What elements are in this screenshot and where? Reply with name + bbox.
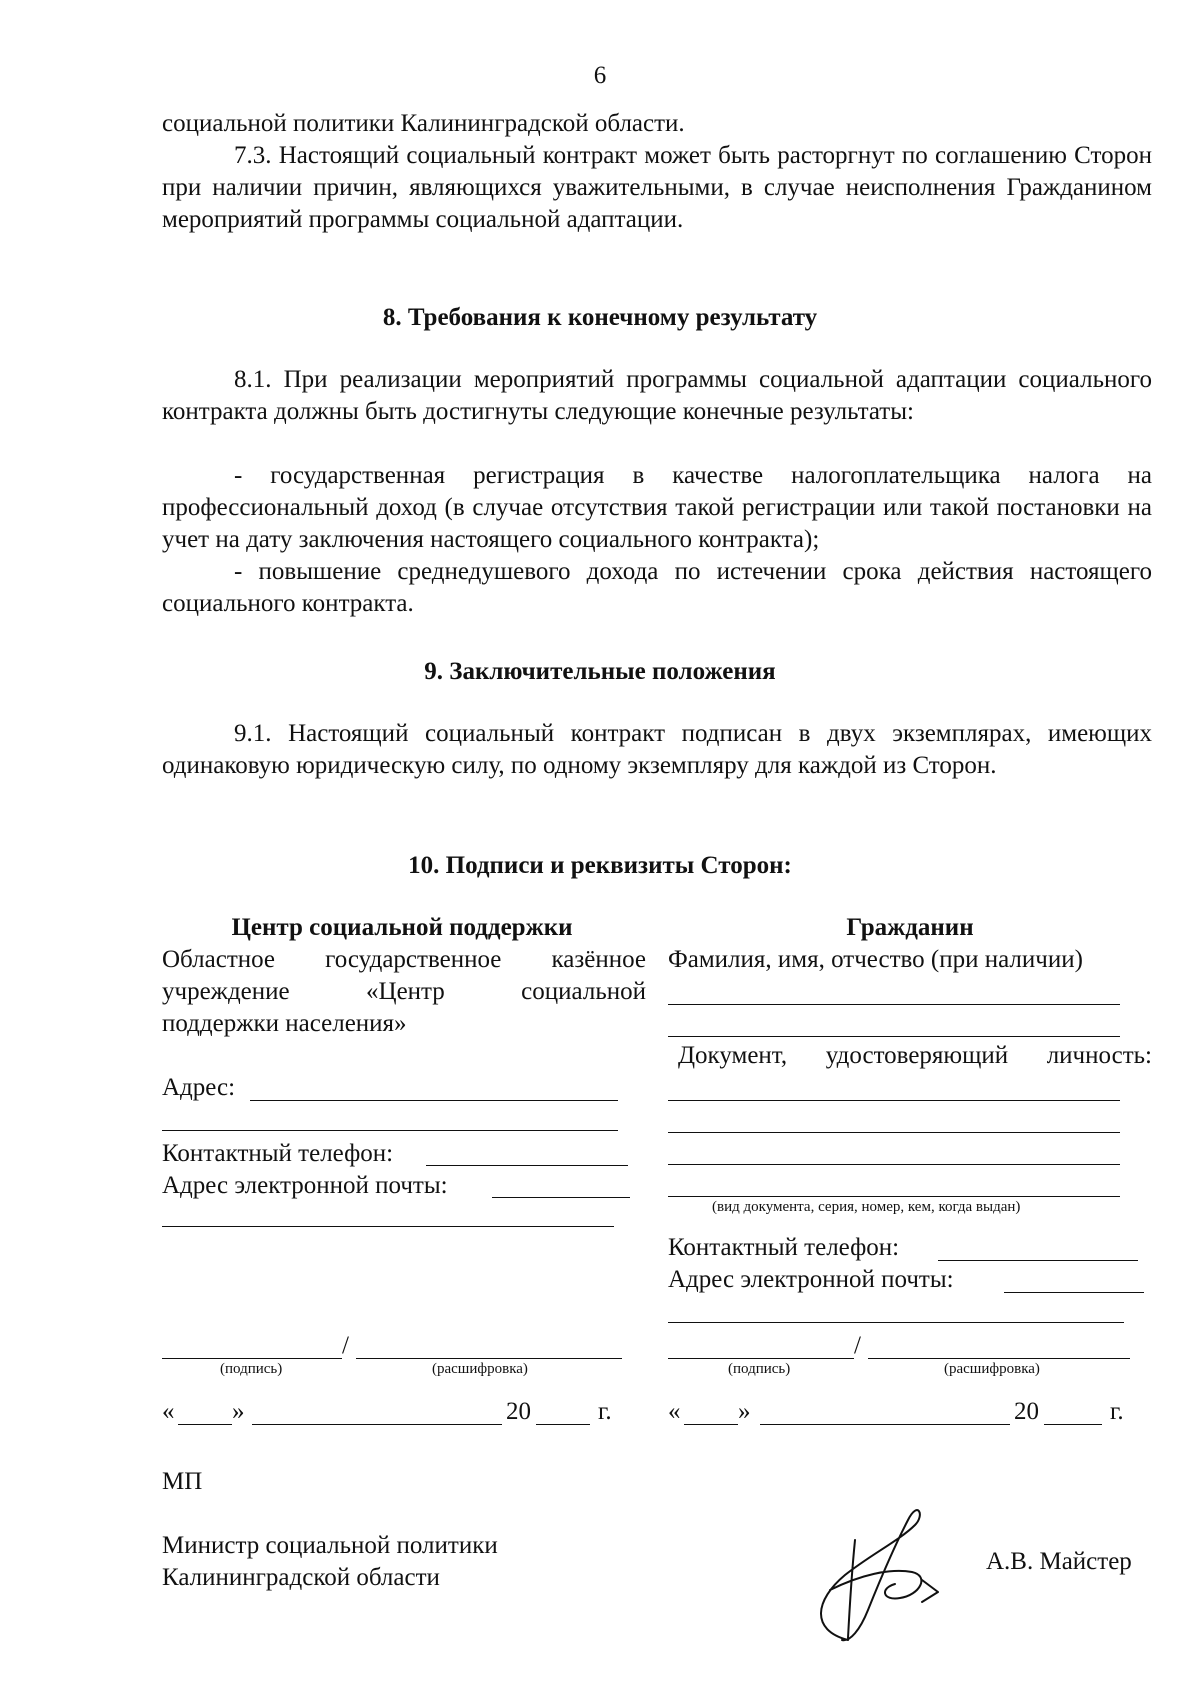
right-phone-label: Контактный телефон:	[668, 1234, 900, 1261]
left-party-heading: Центр социальной поддержки	[231, 914, 573, 941]
left-date-year-prefix: 20	[506, 1398, 531, 1425]
stamp-place-label: МП	[162, 1468, 203, 1495]
right-decode-caption: (расшифровка)	[944, 1361, 1040, 1377]
right-email-line-2	[668, 1322, 1124, 1323]
right-doc-label: Документ, удостоверяющий личность:	[678, 1042, 1152, 1069]
left-org-line3: поддержки населения»	[162, 1010, 407, 1037]
right-date-year-line	[1044, 1424, 1102, 1425]
result-item-1: - государственная регистрация в качестве налогоплательщика налога на профессиональный доход (в случае отсутствия такой регистрации или такой постановки на учет на дату заключения настоящего социального контракта);	[162, 462, 1152, 553]
left-org-line2-c: социальной	[521, 978, 646, 1005]
result-item-2: - повышение среднедушевого дохода по истечении срока действия настоящего социального контракта.	[162, 558, 1152, 617]
left-address-line-2	[162, 1130, 618, 1131]
left-phone-line	[426, 1165, 628, 1166]
right-date-year-suffix: г.	[1110, 1398, 1124, 1425]
left-date-day-line	[178, 1424, 232, 1425]
right-fio-label: Фамилия, имя, отчество (при наличии)	[668, 946, 1083, 973]
left-address-label: Адрес:	[162, 1074, 236, 1101]
right-signature-slash: /	[854, 1332, 861, 1359]
section-8-title: 8. Требования к конечному результату	[382, 304, 818, 331]
minister-title-line1: Министр социальной политики	[162, 1532, 498, 1559]
left-address-line-1	[250, 1100, 618, 1101]
left-decode-caption: (расшифровка)	[432, 1361, 528, 1377]
right-date-year-prefix: 20	[1014, 1398, 1039, 1425]
left-org-line2-a: учреждение	[162, 978, 290, 1005]
left-date-year-line	[536, 1424, 590, 1425]
left-sign-caption: (подпись)	[220, 1361, 283, 1377]
clause-8-1: 8.1. При реализации мероприятий программы социальной адаптации социального контракта должны быть достигнуты следующие конечные результаты:	[162, 366, 1152, 425]
right-sign-caption: (подпись)	[728, 1361, 791, 1377]
left-decode-line	[356, 1358, 622, 1359]
right-fio-line-1	[668, 1004, 1120, 1005]
right-fio-line-2	[668, 1036, 1120, 1037]
minister-title-line2: Калининградской области	[162, 1564, 440, 1591]
clause-7-3: 7.3. Настоящий социальный контракт может быть расторгнут по соглашению Сторон при наличии причин, являющихся уважительными, в случае неисполнения Гражданином мероприятий программы социальной адаптации.	[162, 142, 1152, 233]
right-doc-caption: (вид документа, серия, номер, кем, когда выдан)	[712, 1199, 1021, 1215]
right-phone-line	[938, 1260, 1138, 1261]
right-email-label: Адрес электронной почты:	[668, 1266, 954, 1293]
page-number: 6	[593, 62, 607, 89]
right-date-close-quote: »	[738, 1398, 751, 1425]
section-9-title: 9. Заключительные положения	[424, 658, 776, 685]
right-email-line	[1004, 1292, 1144, 1293]
left-signature-line	[162, 1358, 342, 1359]
right-date-month-line	[760, 1424, 1010, 1425]
minister-name: А.В. Майстер	[986, 1548, 1132, 1575]
left-org-line1: Областное государственное казённое	[162, 946, 646, 973]
right-date-open-quote: «	[668, 1398, 681, 1425]
section-10-title: 10. Подписи и реквизиты Сторон:	[408, 852, 792, 879]
left-org-line2	[162, 976, 646, 1008]
handwritten-signature	[790, 1480, 950, 1650]
intro-tail: социальной политики Калининградской области.	[162, 110, 685, 137]
right-party-heading: Гражданин	[846, 914, 974, 941]
right-doc-line-3	[668, 1164, 1120, 1165]
left-email-line-2	[162, 1226, 614, 1227]
left-date-month-line	[252, 1424, 502, 1425]
left-email-label: Адрес электронной почты:	[162, 1172, 448, 1199]
left-email-line	[492, 1197, 630, 1198]
left-org-line2-b: «Центр	[366, 978, 445, 1005]
left-date-close-quote: »	[232, 1398, 245, 1425]
right-doc-line-2	[668, 1132, 1120, 1133]
right-decode-line	[868, 1358, 1130, 1359]
right-doc-line-1	[668, 1100, 1120, 1101]
right-signature-line	[668, 1358, 854, 1359]
left-date-open-quote: «	[162, 1398, 175, 1425]
left-phone-label: Контактный телефон:	[162, 1140, 394, 1167]
left-date-year-suffix: г.	[598, 1398, 612, 1425]
clause-9-1: 9.1. Настоящий социальный контракт подписан в двух экземплярах, имеющих одинаковую юридическую силу, по одному экземпляру для каждой из Сторон.	[162, 720, 1152, 779]
left-signature-slash: /	[342, 1332, 349, 1359]
right-doc-line-4	[668, 1196, 1120, 1197]
right-date-day-line	[684, 1424, 738, 1425]
